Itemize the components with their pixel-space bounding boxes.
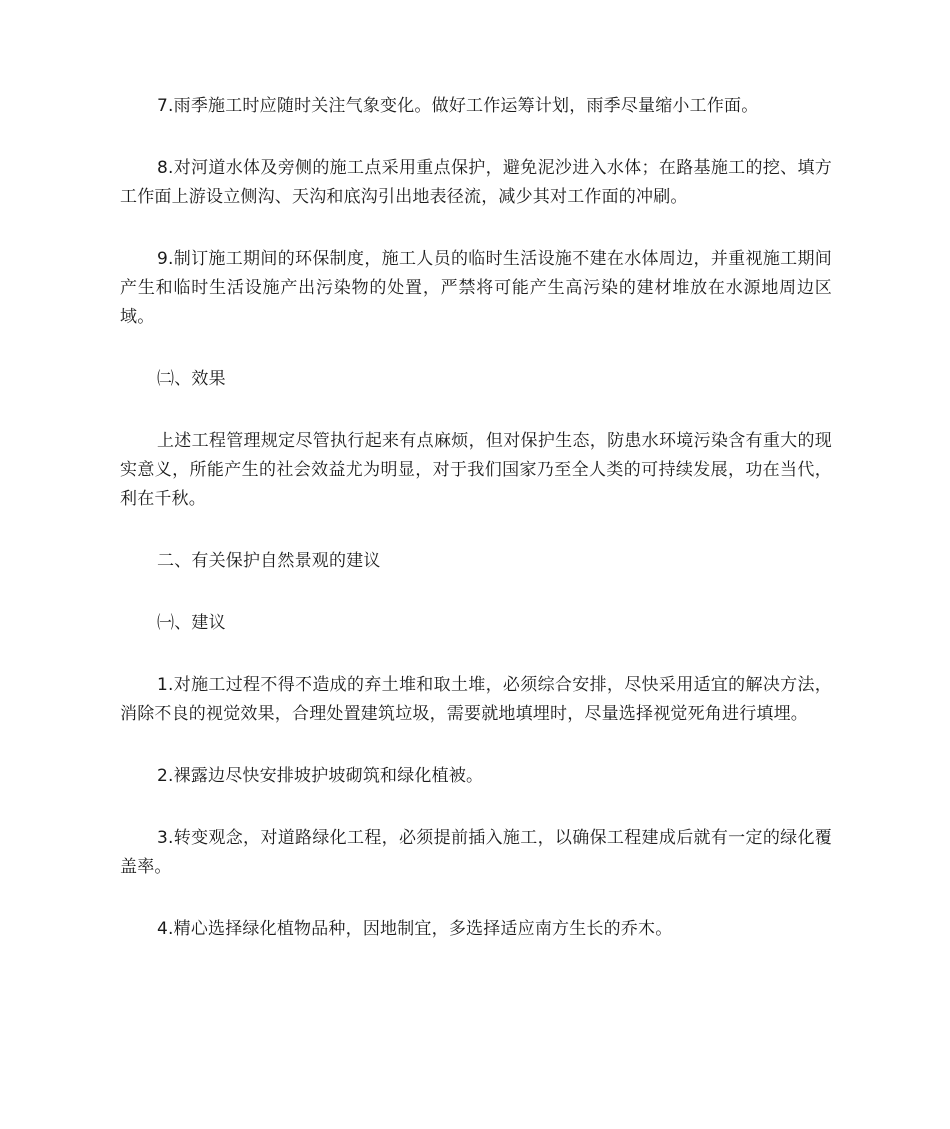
section-heading-suggestions: ㈠、建议 — [157, 613, 226, 633]
paragraph-rainy-season: 7.雨季施工时应随时关注气象变化。做好工作运筹计划，雨季尽量缩小工作面。 — [157, 96, 759, 116]
section-heading-landscape: 二、有关保护自然景观的建议 — [157, 551, 381, 571]
paragraph-effects: 上述工程管理规定尽管执行起来有点麻烦，但对保护生态，防患水环境污染含有重大的现实意义，所能产生的社会效益尤为明显，对于我们国家乃至全人类的可持续发展，功在当代，利在千秋。 — [120, 431, 832, 509]
document-body — [120, 92, 832, 977]
paragraph-spoil-heaps: 1.对施工过程不得不造成的弃土堆和取土堆，必须综合安排，尽快采用适宜的解决方法，消除不良的视觉效果，合理处置建筑垃圾，需要就地填埋时，尽量选择视觉死角进行填埋。 — [120, 675, 832, 724]
section-heading-effects: ㈡、效果 — [157, 369, 226, 389]
paragraph-slope-protection: 2.裸露边尽快安排坡护坡砌筑和绿化植被。 — [157, 766, 484, 786]
paragraph-greening: 3.转变观念，对道路绿化工程，必须提前插入施工，以确保工程建成后就有一定的绿化覆盖率。 — [120, 828, 832, 877]
paragraph-plant-selection: 4.精心选择绿化植物品种，因地制宜，多选择适应南方生长的乔木。 — [157, 919, 673, 939]
paragraph-environmental-rules: 9.制订施工期间的环保制度，施工人员的临时生活设施不建在水体周边，并重视施工期间产生和临时生活设施产出污染物的处置，严禁将可能产生高污染的建材堆放在水源地周边区域。 — [120, 249, 832, 327]
paragraph-river-protection: 8.对河道水体及旁侧的施工点采用重点保护，避免泥沙进入水体；在路基施工的挖、填方工作面上游设立侧沟、天沟和底沟引出地表径流，减少其对工作面的冲刷。 — [120, 158, 832, 207]
